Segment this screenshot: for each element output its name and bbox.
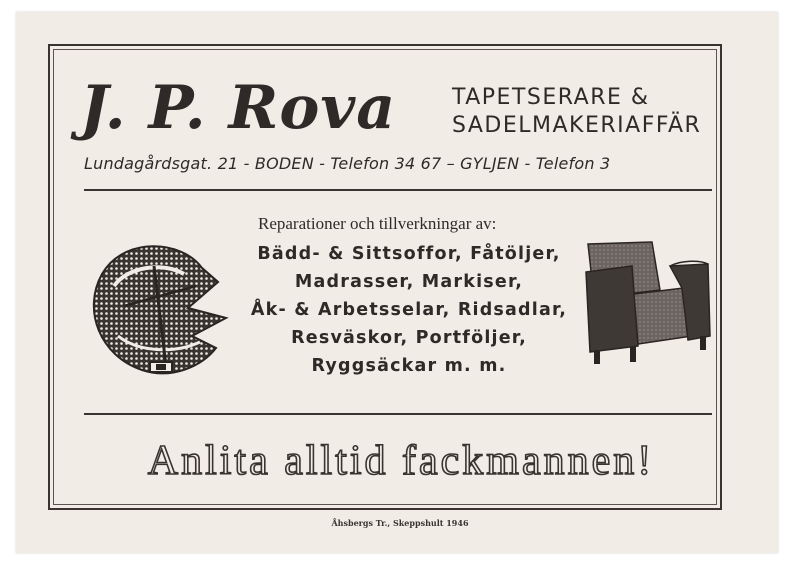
trade-line-1: TAPETSERARE &: [452, 85, 650, 110]
divider-bottom: [84, 413, 712, 415]
divider-top: [84, 189, 712, 191]
services-intro: Reparationer och tillverkningar av:: [258, 214, 497, 233]
trade-description: [452, 84, 701, 140]
slogan: Anlita alltid fackmannen!: [147, 438, 655, 484]
trade-line-2: SADELMAKERIAFFÄR: [452, 113, 702, 138]
service-item: Åk- & Arbetsselar, Ridsadlar,: [250, 300, 568, 320]
horse-collar-harness-icon: [84, 226, 234, 386]
service-item: Ryggsäckar m. m.: [311, 356, 507, 376]
address-line: Lundagårdsgat. 21 - BODEN - Telefon 34 67 – GYLJEN - Telefon 3: [84, 154, 611, 173]
printer-imprint: Åhsbergs Tr., Skeppshult 1946: [331, 518, 469, 528]
armchair-icon: [578, 236, 718, 368]
service-item: Resväskor, Portföljer,: [291, 328, 527, 348]
service-item: Madrasser, Markiser,: [294, 272, 524, 292]
service-item: Bädd- & Sittsoffor, Fåtöljer,: [257, 244, 561, 264]
services-list: [250, 240, 568, 380]
logo-name: J. P. Rova: [80, 73, 397, 143]
